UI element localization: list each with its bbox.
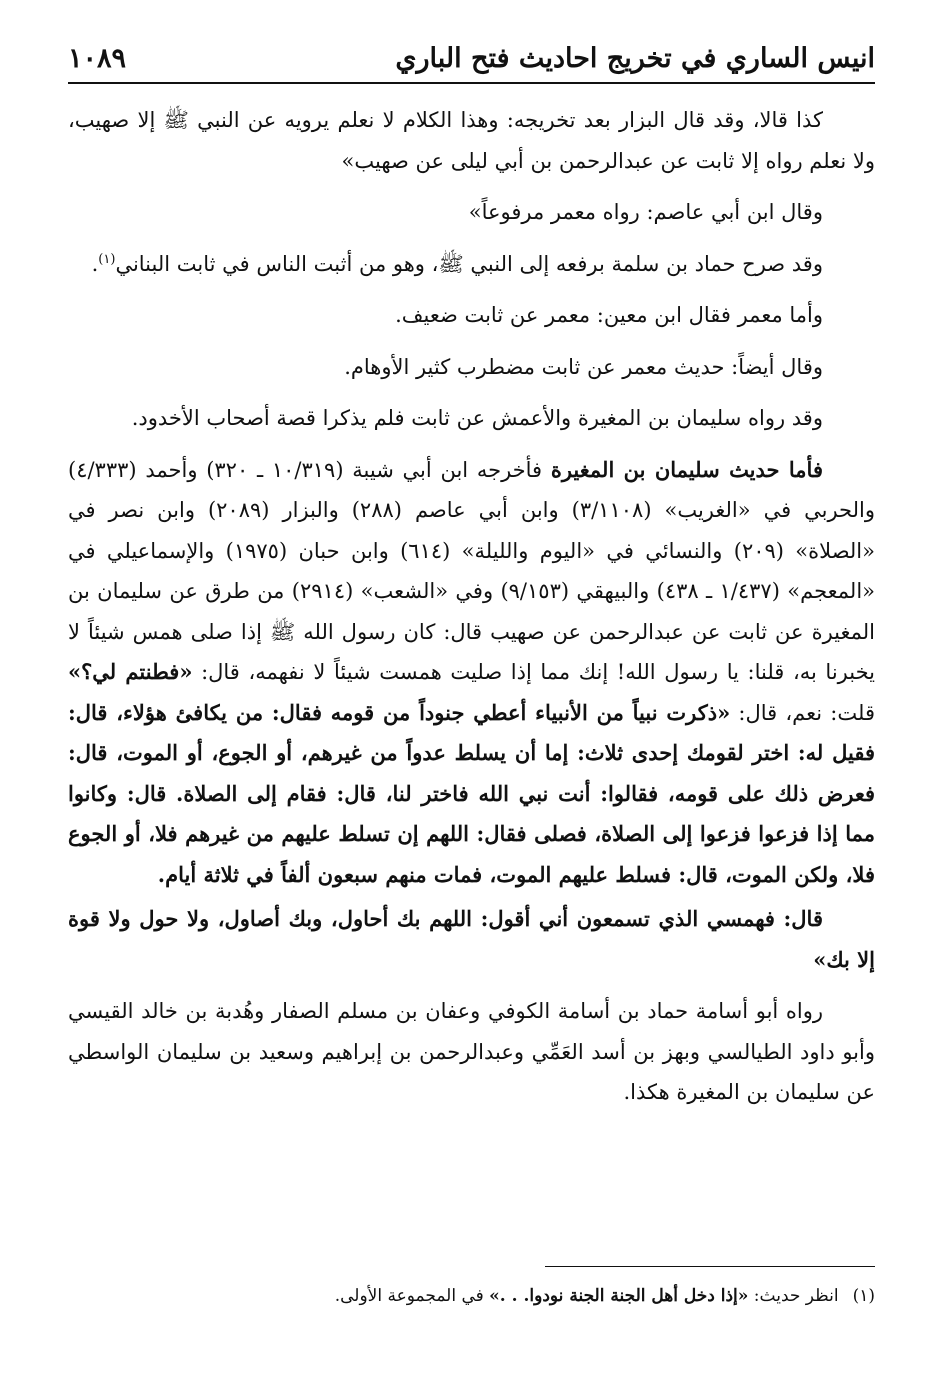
footnote-text-c: في المجموعة الأولى. xyxy=(334,1286,490,1306)
paragraph-7-sources: فأخرجه ابن أبي شيبة (١٠/٣١٩ ـ ٣٢٠) وأحمد (٤/٣٣٣) والحربي في «الغريب» (٣/١١٠٨) وابن أبي عاصم (٢٨٨) والبزار (٢٠٨٩) وابن نصر في «الصلاة» (٢٠٩) والنسائي في «اليوم والليلة» (٦١٤) وابن حبان (١٩٧٥) والإسماعيلي في «المعجم» (١/٤٣٧ ـ ٤٣٨) والبيهقي (٩/١٥٣) وفي «الشعب» (٢٩١٤) من طرق عن سليمان بن المغيرة عن ثابت عن عبدالرحمن عن صهيب قال: كان رسول الله ﷺ إذا صلى همس شيئاً لا يخبرنا به، قلنا: يا رسول الله! إنك مما إذا صليت همست شيئاً لا نفهمه، قال: xyxy=(68,457,875,684)
book-title: انيس الساري في تخريج احاديث فتح الباري xyxy=(395,43,875,74)
footnote xyxy=(68,1282,875,1310)
paragraph-1: كذا قالا، وقد قال البزار بعد تخريجه: وهذا الكلام لا نعلم يرويه عن النبي ﷺ إلا صهيب، ولا نعلم رواه إلا ثابت عن عبدالرحمن بن أبي ليلى عن صهيب» xyxy=(68,108,875,173)
footnote-divider xyxy=(545,1266,875,1267)
paragraph-7-lead: فأما حديث سليمان بن المغيرة xyxy=(550,456,823,482)
paragraph-4: وأما معمر فقال ابن معين: معمر عن ثابت ضعيف. xyxy=(395,303,823,327)
paragraph-3-text: وقد صرح حماد بن سلمة برفعه إلى النبي ﷺ، وهو من أثبت الناس في ثابت البناني xyxy=(115,251,823,276)
paragraph-7-quote-2: «ذكرت نبياً من الأنبياء أعطي جنوداً من قومه فقال: من يكافئ هؤلاء، قال: فقيل له: اختر لقومك إحدى ثلاث: إما أن يسلط عدواً من غيرهم، أو الجوع، أو الموت، قال: فعرض ذلك على قومه، فقالوا: أنت نبي الله فاختر لنا، قال: فقام إلى الصلاة. قال: وكانوا مما إذا فزعوا فزعوا إلى الصلاة، فصلى فقال: اللهم إن تسلط عليهم من غيرهم فلا، أو الجوع فلا، ولكن الموت، قال: فسلط عليهم الموت، فمات منهم سبعون ألفاً في ثلاثة أيام. xyxy=(68,699,875,887)
paragraph-7-reply: قلت: نعم، قال: xyxy=(730,700,875,725)
paragraph-9: رواه أبو أسامة حماد بن أسامة الكوفي وعفان بن مسلم الصفار وهُدبة بن خالد القيسي وأبو داود الطيالسي وبهز بن أسد العَمِّي وعبدالرحمن بن إبراهيم وسعيد بن سليمان الواسطي عن سليمان بن المغيرة هكذا. xyxy=(68,999,875,1104)
paragraph-3-end: . xyxy=(91,251,99,276)
paragraph-8: قال: فهمسي الذي تسمعون أني أقول: اللهم بك أحاول، وبك أصاول، ولا حول ولا قوة إلا بك» xyxy=(68,906,875,972)
paragraph-7-quote-1: «فطنتم لي؟» xyxy=(68,659,193,684)
body-text xyxy=(68,100,875,1124)
page-number: ١٠٨٩ xyxy=(68,43,127,74)
page-header xyxy=(68,38,875,84)
paragraph-6: وقد رواه سليمان بن المغيرة والأعمش عن ثابت فلم يذكرا قصة أصحاب الأخدود. xyxy=(131,406,823,430)
footnote-quote: «إذا دخل أهل الجنة الجنة نودوا. . .» xyxy=(489,1286,749,1306)
paragraph-2: وقال ابن أبي عاصم: رواه معمر مرفوعاً» xyxy=(468,200,823,224)
paragraph-5: وقال أيضاً: حديث معمر عن ثابت مضطرب كثير الأوهام. xyxy=(344,354,823,379)
footnote-text-a: انظر حديث: xyxy=(748,1286,839,1306)
footnote-number: (١) xyxy=(852,1286,875,1306)
paragraph-3 xyxy=(68,244,875,285)
paragraph-7 xyxy=(68,450,875,896)
footnote-reference: (١) xyxy=(98,251,116,267)
